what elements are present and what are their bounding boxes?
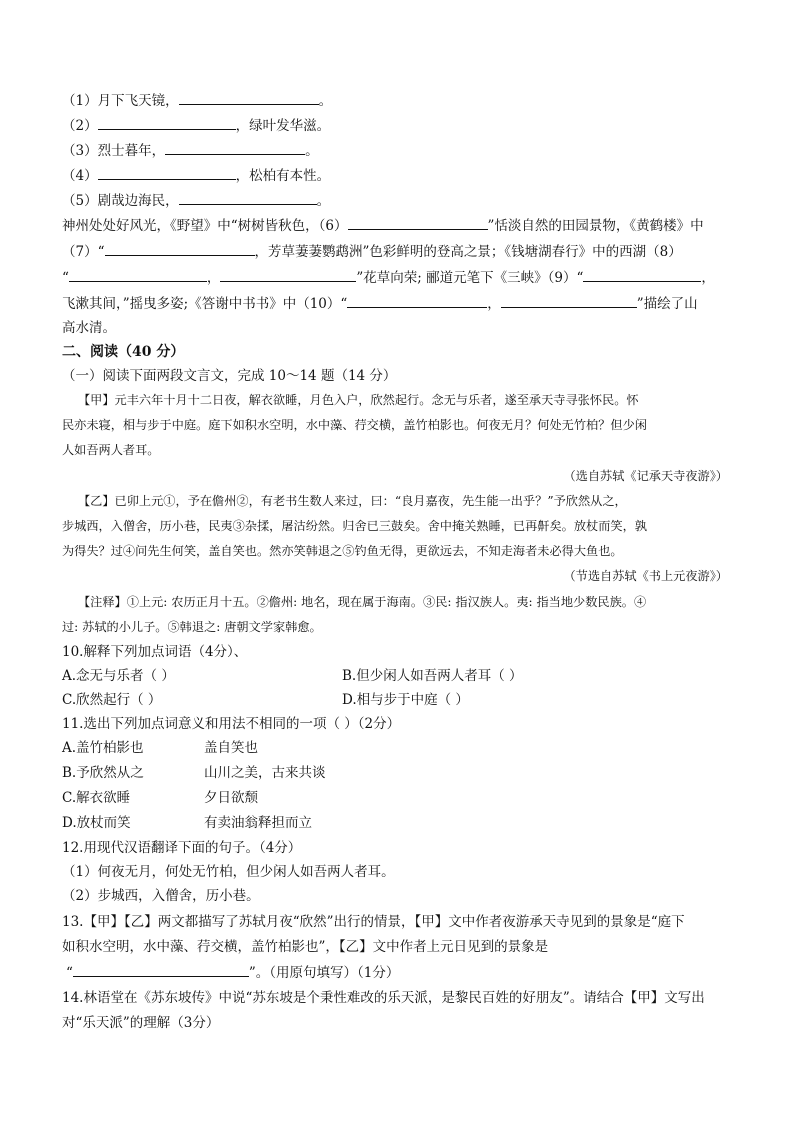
question-10-option-a: A.念无与乐者（ ） [62, 668, 175, 684]
question-13-quote-open: “ [66, 965, 73, 981]
fill-item-5 [62, 190, 330, 211]
answer-blank[interactable] [179, 90, 319, 105]
fill-paragraph-line-5: 高水清。 [62, 320, 116, 336]
passage-yi-line: 为得失？过④问先生何笑，盖自笑也。然亦笑韩退之⑤钓鱼无得，更欲远去，不知走海者未必得大鱼也。 [62, 544, 623, 558]
answer-blank[interactable] [348, 215, 488, 230]
fill-paragraph-line-2 [62, 241, 682, 262]
answer-blank[interactable] [347, 293, 487, 308]
fill-paragraph-line-4 [62, 293, 698, 314]
answer-blank[interactable] [501, 293, 637, 308]
fill-paragraph-text: ”恬淡自然的田园景物，《黄鹤楼》中 [487, 218, 704, 234]
fill-item-4-text: ，松柏有本性。 [235, 168, 331, 184]
fill-item-1-end: 。 [318, 93, 333, 109]
fill-paragraph-text: 神州处处好风光，《野望》中“树树皆秋色，（6） [62, 218, 348, 234]
question-13-quote-close: ”。（用原句填写）（1分） [248, 965, 400, 981]
fill-item-4-label: （4） [62, 168, 98, 184]
question-14-line: 对“乐天派”的理解（3分） [62, 1015, 220, 1031]
passage-yi-line: 【乙】已卯上元①，予在儋州②，有老书生数人来过，曰：“良月嘉夜，先生能一出乎？”予欣然从之， [78, 494, 627, 508]
fill-paragraph-line-3 [62, 267, 715, 288]
answer-blank[interactable] [98, 165, 236, 180]
question-13-line: 13.【甲】【乙】两文都描写了苏轼月夜“欣然”出行的情景，【甲】文中作者夜游承天寺见到的景象是“庭下 [62, 914, 685, 930]
answer-blank[interactable] [98, 115, 236, 130]
passage-yi-line: 步城西，入僧舍，历小巷，民夷③杂揉，屠沽纷然。归舍已三鼓矣。舍中掩关熟睡，已再鼾矣。放杖而笑，孰 [62, 519, 647, 533]
fill-paragraph-text: ”花草向荣; 郦道元笔下《三峡》（9）“ [356, 270, 584, 286]
answer-blank[interactable] [73, 962, 249, 977]
answer-blank[interactable] [105, 241, 255, 256]
fill-paragraph-line-1 [62, 215, 704, 236]
fill-item-1 [62, 90, 332, 111]
passage-jia-line: 民亦未寝，相与步于中庭。庭下如积水空明，水中藻、荇交横，盖竹柏影也。何夜无月？何处无竹柏？但少闲 [62, 418, 647, 432]
fill-paragraph-text: ， [701, 270, 715, 286]
fill-item-2-label: （2） [62, 118, 98, 134]
passage-jia-line: 人如吾两人者耳。 [62, 443, 160, 457]
question-10-option-c: C.欣然起行（ ） [62, 692, 162, 708]
fill-item-3-text: （3）烈士暮年， [62, 143, 166, 159]
fill-item-5-end: 。 [316, 193, 331, 209]
answer-blank[interactable] [165, 140, 305, 155]
fill-item-3-end: 。 [305, 143, 319, 159]
notes-line: 【注释】①上元: 农历正月十五。②儋州: 地名，现在属于海南。③民: 指汉族人。夷: 指当地少数民族。④ [78, 595, 647, 609]
fill-item-1-text: （1）月下飞天镜， [62, 93, 179, 109]
fill-paragraph-text: （7）“ [62, 244, 105, 260]
answer-blank[interactable] [179, 190, 317, 205]
notes-line: 过: 苏轼的小儿子。⑤韩退之: 唐朝文学家韩愈。 [62, 620, 322, 634]
question-12-sentence-1: （1）何夜无月，何处无竹柏，但少闲人如吾两人者耳。 [62, 864, 395, 880]
question-11-option-c-compare: 夕日欲颓 [204, 790, 258, 806]
question-10-option-d: D.相与步于中庭（ ） [342, 692, 469, 708]
fill-item-4 [62, 165, 330, 186]
fill-paragraph-text: ”描绘了山 [636, 296, 698, 312]
question-11-option-b: B.予欣然从之 [62, 765, 144, 781]
fill-item-2-text: ，绿叶发华滋。 [235, 118, 331, 134]
question-11-option-d-compare: 有卖油翁释担而立 [204, 815, 312, 831]
fill-item-2 [62, 115, 330, 136]
fill-paragraph-text: 飞漱其间，”摇曳多姿;《答谢中书书》中（10）“ [62, 296, 348, 312]
question-10-stem: 10.解释下列加点词语（4分）、 [62, 644, 248, 660]
question-11-option-c: C.解衣欲睡 [62, 790, 131, 806]
question-10-option-b: B.但少闲人如吾两人者耳（ ） [342, 668, 523, 684]
passage-jia-source: （选自苏轼《记承天寺夜游》） [563, 469, 728, 483]
passage-jia-line: 【甲】元丰六年十月十二日夜，解衣欲睡，月色入户，欣然起行。念无与乐者，遂至承天寺寻张怀民。怀 [78, 393, 639, 407]
answer-blank[interactable] [220, 267, 356, 282]
answer-blank[interactable] [583, 267, 701, 282]
question-12-stem: 12.用现代汉语翻译下面的句子。（4分） [62, 840, 302, 856]
question-11-option-a-compare: 盖自笑也 [204, 740, 258, 756]
fill-item-3 [62, 140, 319, 161]
fill-item-5-text: （5）剧哉边海民， [62, 193, 179, 209]
subsection-heading: （一）阅读下面两段文言文，完成 10～14 题（14 分） [62, 368, 397, 384]
question-11-option-b-compare: 山川之美，古来共谈 [204, 765, 326, 781]
question-13-answer-line [66, 962, 399, 983]
question-12-sentence-2: （2）步城西，入僧舍，历小巷。 [62, 888, 260, 904]
fill-paragraph-text: “ [62, 270, 69, 286]
passage-yi-source: （节选自苏轼《书上元夜游》） [563, 569, 728, 583]
answer-blank[interactable] [69, 267, 207, 282]
question-13-line: 如积水空明，水中藻、荇交横，盖竹柏影也”，【乙】文中作者上元日见到的景象是 [62, 939, 549, 955]
question-11-option-d: D.放杖而笑 [62, 815, 131, 831]
fill-paragraph-text: ， [206, 270, 221, 286]
fill-paragraph-text: ，芳草萋萋鹦鹉洲”色彩鲜明的登高之景；《钱塘湖春行》中的西湖（8） [254, 244, 682, 260]
question-11-stem: 11.选出下列加点词意义和用法不相同的一项（ ）（2分） [62, 716, 401, 732]
question-11-option-a: A.盖竹柏影也 [62, 740, 144, 756]
question-14-line: 14.林语堂在《苏东坡传》中说“苏东坡是个秉性难改的乐天派，是黎民百姓的好朋友”。请结合【甲】文写出 [62, 990, 705, 1006]
section-heading: 二、阅读（40 分） [62, 344, 185, 360]
fill-paragraph-text: ， [487, 296, 501, 312]
